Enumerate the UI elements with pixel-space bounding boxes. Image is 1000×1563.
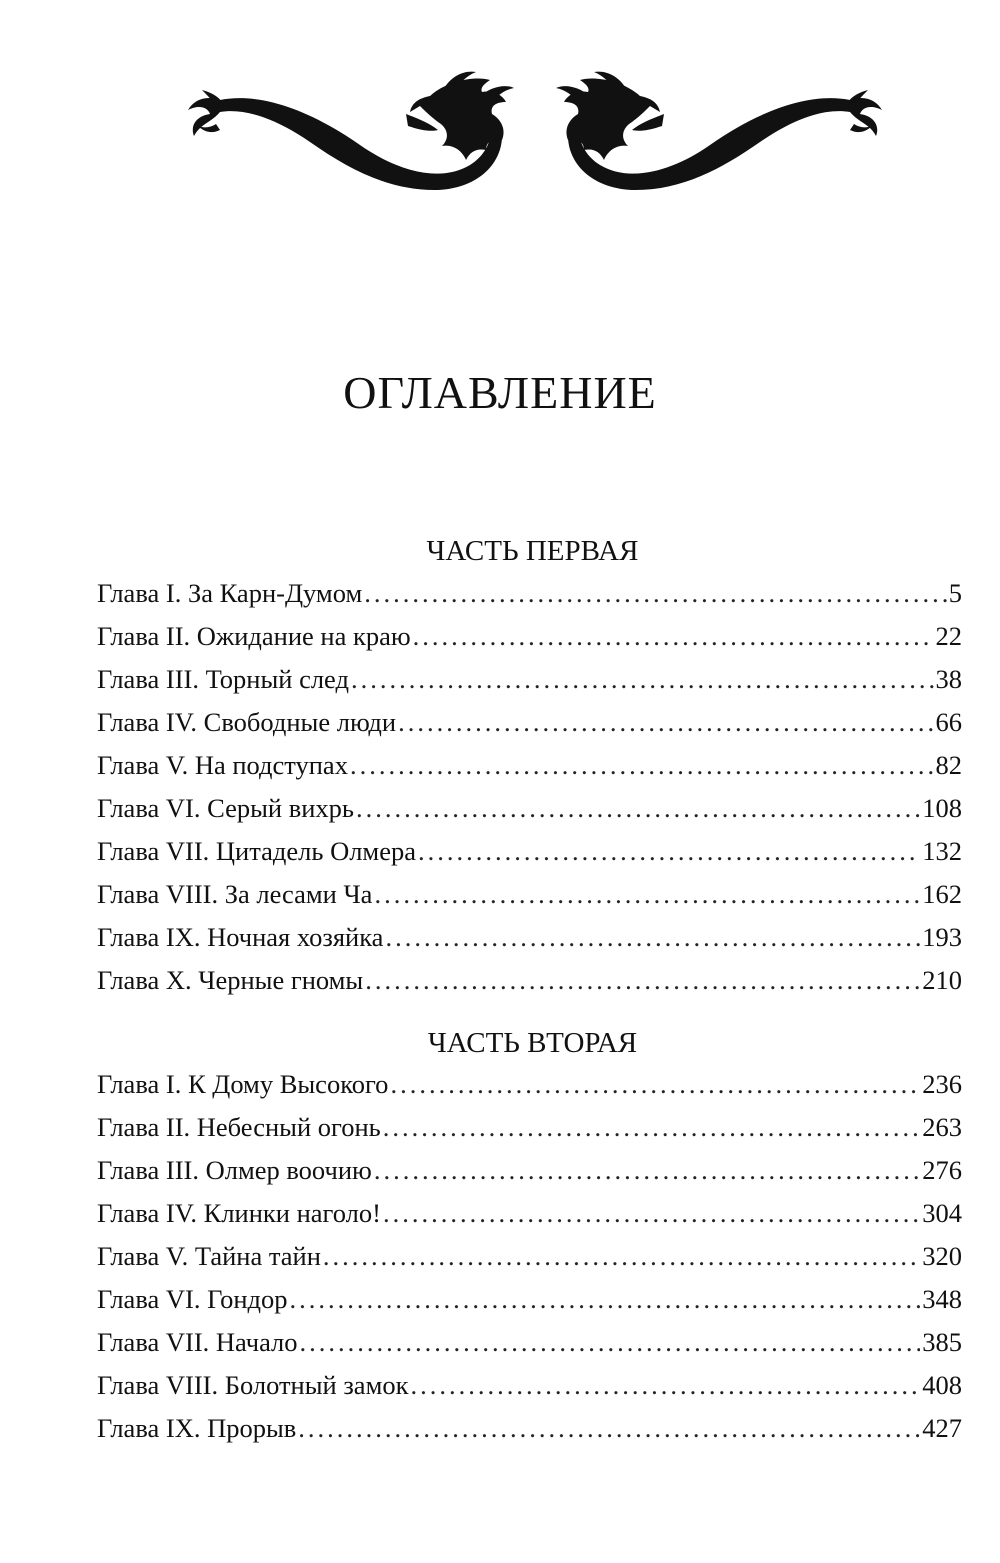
chapter-title: Глава V. Тайна тайн (97, 1241, 321, 1271)
chapter-title: Глава II. Ожидание на краю (97, 621, 411, 651)
chapter-title: Глава III. Олмер воочию (97, 1155, 372, 1185)
chapter-page-number: 162 (922, 879, 962, 909)
chapter-title: Глава I. За Карн-Думом (97, 578, 363, 608)
dot-leader (410, 1370, 920, 1401)
chapter-page-number: 276 (922, 1155, 962, 1185)
toc-list-part-2 (97, 1069, 962, 1456)
toc-entry (97, 879, 962, 922)
dot-leader (356, 793, 920, 824)
chapter-page-number: 263 (922, 1112, 962, 1142)
chapter-page-number: 320 (922, 1241, 962, 1271)
toc-entry (97, 922, 962, 965)
chapter-title: Глава X. Черные гномы (97, 965, 364, 995)
dot-leader (413, 621, 934, 652)
dot-leader (383, 1198, 920, 1229)
toc-list-part-1 (97, 578, 962, 1008)
chapter-title: Глава IX. Прорыв (97, 1413, 297, 1443)
toc-entry (97, 836, 962, 879)
chapter-page-number: 193 (922, 922, 962, 952)
dot-leader (300, 1327, 921, 1358)
toc-entry (97, 1413, 962, 1456)
chapter-title: Глава VII. Цитадель Олмера (97, 836, 416, 866)
toc-entry (97, 1370, 962, 1413)
toc-entry (97, 750, 962, 793)
toc-entry (97, 578, 962, 621)
dot-leader (390, 1069, 920, 1100)
toc-entry (97, 793, 962, 836)
dot-leader (298, 1413, 920, 1444)
part-heading-2: ЧАСТЬ ВТОРАЯ (427, 1027, 638, 1059)
chapter-page-number: 132 (922, 836, 962, 866)
dot-leader (289, 1284, 920, 1315)
chapter-page-number: 408 (922, 1370, 962, 1400)
chapter-page-number: 427 (922, 1413, 962, 1443)
chapter-title: Глава III. Торный след (97, 664, 349, 694)
chapter-page-number: 108 (922, 793, 962, 823)
chapter-title: Глава IX. Ночная хозяйка (97, 922, 384, 952)
chapter-page-number: 385 (922, 1327, 962, 1357)
dot-leader (351, 664, 934, 695)
dot-leader (374, 1155, 920, 1186)
right-dragon-icon (556, 72, 882, 190)
chapter-title: Глава VIII. Болотный замок (97, 1370, 409, 1400)
dot-leader (365, 965, 920, 996)
toc-entry (97, 965, 962, 1008)
toc-entry (97, 1198, 962, 1241)
toc-entry (97, 1241, 962, 1284)
chapter-title: Глава V. На подступах (97, 750, 348, 780)
dot-leader (385, 922, 920, 953)
chapter-title: Глава VI. Гондор (97, 1284, 288, 1314)
chapter-page-number: 82 (935, 750, 962, 780)
part-heading-1: ЧАСТЬ ПЕРВАЯ (426, 535, 639, 567)
chapter-title: Глава IV. Свободные люди (97, 707, 397, 737)
page-title: ОГЛАВЛЕНИЕ (343, 367, 657, 418)
toc-entry (97, 1284, 962, 1327)
chapter-title: Глава IV. Клинки наголо! (97, 1198, 381, 1228)
toc-entry (97, 621, 962, 664)
chapter-page-number: 304 (922, 1198, 962, 1228)
chapter-page-number: 22 (935, 621, 962, 651)
dot-leader (374, 879, 920, 910)
toc-entry (97, 1327, 962, 1370)
dot-leader (383, 1112, 921, 1143)
chapter-title: Глава VII. Начало (97, 1327, 298, 1357)
chapter-page-number: 236 (922, 1069, 962, 1099)
chapter-title: Глава II. Небесный огонь (97, 1112, 381, 1142)
chapter-page-number: 348 (922, 1284, 962, 1314)
dot-leader (323, 1241, 920, 1272)
chapter-page-number: 5 (948, 578, 962, 608)
twin-dragons-icon (180, 70, 890, 200)
toc-entry (97, 707, 962, 750)
chapter-title: Глава I. К Дому Высокого (97, 1069, 389, 1099)
dot-leader (364, 578, 947, 609)
toc-entry (97, 1112, 962, 1155)
toc-entry (97, 1069, 962, 1112)
dot-leader (398, 707, 933, 738)
chapter-page-number: 38 (935, 664, 962, 694)
chapter-page-number: 210 (922, 965, 962, 995)
dot-leader (418, 836, 920, 867)
toc-entry (97, 1155, 962, 1198)
left-dragon-icon (188, 72, 514, 190)
chapter-title: Глава VIII. За лесами Ча (97, 879, 373, 909)
chapter-page-number: 66 (935, 707, 962, 737)
toc-entry (97, 664, 962, 707)
chapter-title: Глава VI. Серый вихрь (97, 793, 354, 823)
dot-leader (350, 750, 934, 781)
